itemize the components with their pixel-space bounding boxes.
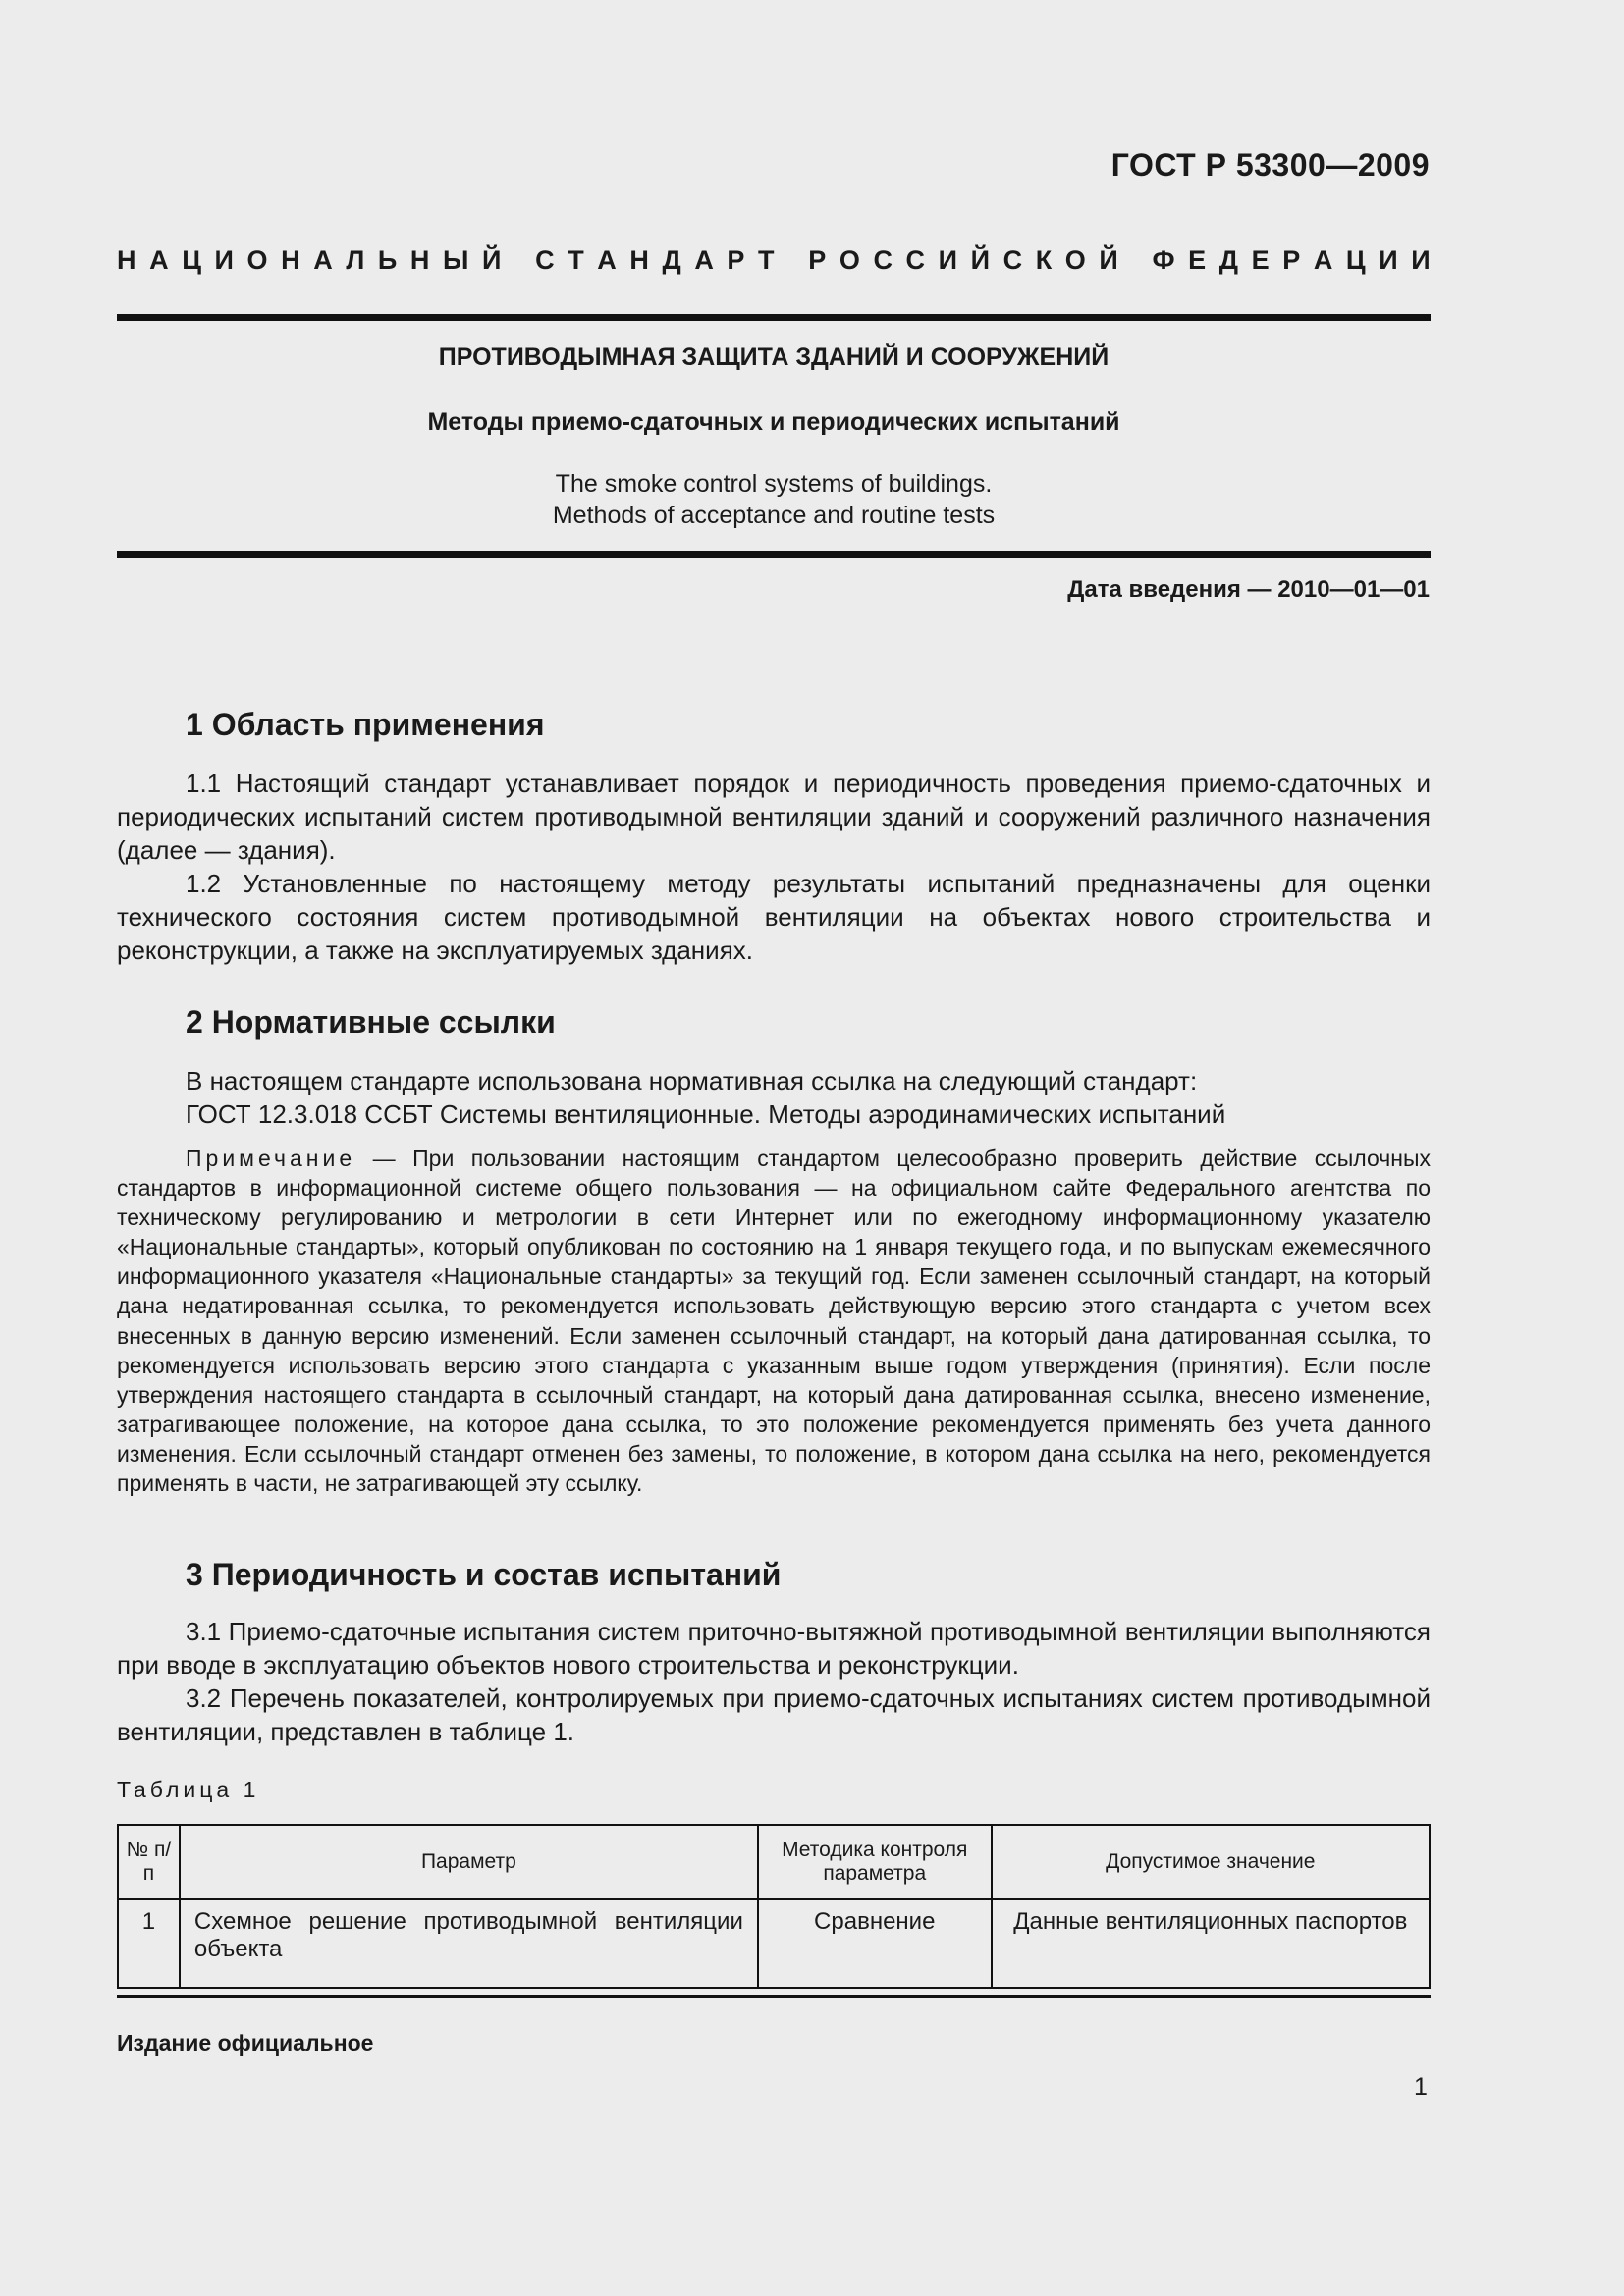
banner-letter: Н	[117, 245, 136, 275]
banner-letter: И	[1411, 245, 1431, 275]
note-block	[117, 1144, 1431, 1498]
banner-letter: О	[839, 245, 860, 275]
paragraph-3-2: 3.2 Перечень показателей, контролируемых при приемо-сдаточных испытаниях систем противодымной вентиляции, представлен в таблице 1.	[117, 1683, 1431, 1746]
section-2-heading: 2 Нормативные ссылки	[186, 1004, 556, 1040]
title-bottom-rule	[117, 551, 1431, 558]
document-subtitle: Методы приемо-сдаточных и периодических испытаний	[427, 408, 1120, 436]
banner-letter: Р	[1282, 245, 1301, 275]
cell-number: 1	[118, 1899, 180, 1988]
header-number: № п/п	[118, 1825, 180, 1899]
banner-letter: Т	[758, 245, 775, 275]
table-header-row	[118, 1825, 1430, 1899]
section-3-body	[117, 1615, 1431, 1748]
paragraph-1-1: 1.1 Настоящий стандарт устанавливает порядок и периодичность проведения приемо-сдаточных и периодических испытаний систем противодымной вентиляции зданий и сооружений различного назначения (далее — здания).	[117, 769, 1431, 865]
parameters-table	[117, 1824, 1431, 1989]
banner-letter: Й	[1099, 245, 1118, 275]
banner-letter: С	[535, 245, 555, 275]
top-rule	[117, 314, 1431, 321]
banner-letter: А	[1313, 245, 1333, 275]
banner-letter: Ь	[377, 245, 398, 275]
banner-letter: К	[1035, 245, 1053, 275]
english-title-line2: Methods of acceptance and routine tests	[552, 502, 996, 529]
banner-letter: Ф	[1152, 245, 1175, 275]
banner-space	[1131, 245, 1139, 276]
banner-letter: Р	[808, 245, 827, 275]
banner-letter: Й	[481, 245, 502, 275]
official-edition: Издание официальное	[117, 2030, 374, 2056]
banner-letter: Н	[281, 245, 300, 275]
banner-letter: О	[1064, 245, 1086, 275]
banner-space	[787, 245, 795, 276]
banner-letter: С	[905, 245, 926, 275]
banner-letter: Р	[727, 245, 745, 275]
banner-letter: Т	[568, 245, 584, 275]
cell-parameter: Схемное решение противодымной вентиляции объекта	[180, 1899, 758, 1988]
cell-method: Сравнение	[758, 1899, 992, 1988]
section-1-body	[117, 767, 1431, 967]
banner-letter: О	[246, 245, 268, 275]
table-row	[118, 1899, 1430, 1988]
banner-letter: А	[694, 245, 714, 275]
paragraph-1-2: 1.2 Установленные по настоящему методу результаты испытаний предназначены для оценки технического состояния систем противодымной вентиляции на объектах нового строительства и реконструкции, а также на эксплуатируемых зданиях.	[117, 869, 1431, 965]
normative-intro: В настоящем стандарте использована нормативная ссылка на следующий стандарт:	[186, 1066, 1198, 1095]
banner-letter: Д	[1218, 245, 1239, 275]
cell-allowed-value: Данные вентиляционных паспортов	[992, 1899, 1430, 1988]
banner-letter: А	[149, 245, 169, 275]
header-allowed-value: Допустимое значение	[992, 1825, 1430, 1899]
banner-letter: Н	[629, 245, 649, 275]
paragraph-3-1: 3.1 Приемо-сдаточные испытания систем приточно-вытяжной противодымной вентиляции выполняются при вводе в эксплуатацию объектов нового строительства и реконструкции.	[117, 1617, 1431, 1680]
banner-letter: А	[313, 245, 333, 275]
national-standard-banner	[117, 245, 1431, 276]
table-caption: Таблица 1	[117, 1777, 260, 1802]
banner-letter: Е	[1251, 245, 1270, 275]
note-label: Примечание	[186, 1146, 356, 1171]
banner-letter: Ц	[182, 245, 201, 275]
standard-code: ГОСТ Р 53300—2009	[1110, 147, 1430, 183]
page-number: 1	[1414, 2073, 1428, 2101]
banner-letter: Л	[346, 245, 365, 275]
banner-letter: С	[1002, 245, 1023, 275]
header-parameter: Параметр	[180, 1825, 758, 1899]
note-text: — При пользовании настоящим стандартом целесообразно проверить действие ссылочных стандартов в информационной системе общего пользования — на официальном сайте Федерального агентства по техническому регулированию и метрологии в сети Интернет или по ежегодному информационному указателю «Национальные стандарты», который опубликован по состоянию на 1 января текущего года, и по выпускам ежемесячного информационного указателя «Национальные стандарты» за текущий год. Если заменен ссылочный стандарт, на который дана недатированная ссылка, то рекомендуется использовать действующую версию этого стандарта с учетом всех внесенных в данную версию изменений. Если заменен ссылочный стандарт, на который дана датированная ссылка, то рекомендуется использовать версию этого стандарта с указанным выше годом утверждения (принятия). Если после утверждения настоящего стандарта в ссылочный стандарт, на который дана датированная ссылка, внесено изменение, затрагивающее положение, на которое дана ссылка, то это положение рекомендуется применять без учета данного изменения. Если ссылочный стандарт отменен без замены, то положение, в котором дана ссылка на него, рекомендуется применять в части, не затрагивающей эту ссылку.	[117, 1146, 1431, 1497]
effective-date: Дата введения — 2010—01—01	[1067, 576, 1430, 603]
banner-letter: Ы	[442, 245, 469, 275]
banner-letter: И	[938, 245, 958, 275]
section-1-heading: 1 Область применения	[186, 707, 545, 742]
banner-letter: Е	[1188, 245, 1207, 275]
banner-letter: Й	[970, 245, 991, 275]
normative-reference: ГОСТ 12.3.018 ССБТ Системы вентиляционные. Методы аэродинамических испытаний	[186, 1099, 1226, 1129]
banner-letter: И	[214, 245, 234, 275]
banner-letter: А	[597, 245, 617, 275]
english-title-line1: The smoke control systems of buildings.	[555, 470, 993, 498]
banner-letter: Ц	[1345, 245, 1366, 275]
banner-letter: Н	[409, 245, 430, 275]
header-method: Методика контроля параметра	[758, 1825, 992, 1899]
banner-space	[514, 245, 522, 276]
bottom-rule	[117, 1995, 1431, 1998]
banner-letter: Д	[662, 245, 681, 275]
banner-letter: И	[1379, 245, 1398, 275]
banner-letter: С	[873, 245, 893, 275]
document-title: ПРОТИВОДЫМНАЯ ЗАЩИТА ЗДАНИЙ И СООРУЖЕНИЙ	[438, 344, 1110, 371]
section-3-heading: 3 Периодичность и состав испытаний	[186, 1557, 782, 1592]
